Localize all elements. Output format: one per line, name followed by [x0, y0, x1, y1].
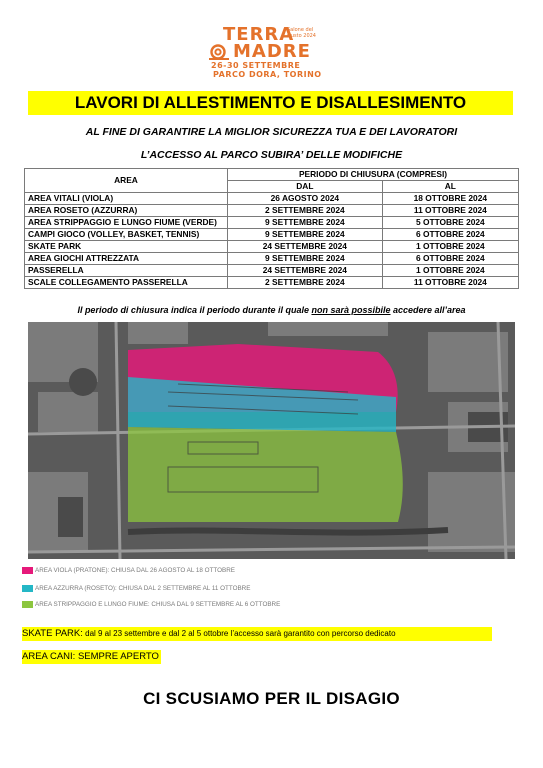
- cell-area: PASSERELLA: [25, 265, 228, 277]
- header-area: AREA: [25, 169, 228, 193]
- cell-to: 1 OTTOBRE 2024: [382, 265, 518, 277]
- table-row: [25, 265, 519, 277]
- logo-dates: 26-30 SETTEMBRE: [211, 61, 301, 70]
- blue-swatch: [22, 585, 33, 592]
- skate-label: SKATE PARK:: [22, 628, 83, 639]
- header-period: PERIODO DI CHIUSURA (COMPRESI): [228, 169, 519, 181]
- cell-from: 2 SETTEMBRE 2024: [228, 277, 383, 289]
- dog-area-note: AREA CANI: SEMPRE APERTO: [22, 651, 159, 662]
- snail-logo-icon: [207, 44, 231, 60]
- table-row: [25, 253, 519, 265]
- aerial-map: [28, 322, 515, 559]
- skate-park-note: [22, 627, 492, 641]
- cell-to: 11 OTTOBRE 2024: [382, 277, 518, 289]
- cell-to: 6 OTTOBRE 2024: [382, 229, 518, 241]
- cell-from: 24 SETTEMBRE 2024: [228, 265, 383, 277]
- closure-table: [24, 168, 519, 289]
- cell-from: 24 SETTEMBRE 2024: [228, 241, 383, 253]
- cell-to: 6 OTTOBRE 2024: [382, 253, 518, 265]
- aerial-map-image: [28, 322, 515, 559]
- legend-item-violet: [22, 566, 235, 575]
- note-before: Il periodo di chiusura indica il periodo durante il quale: [77, 305, 312, 315]
- logo-subtitle: Salone del Gusto 2024: [287, 27, 316, 39]
- green-zone: [128, 427, 403, 522]
- table-row: [25, 193, 519, 205]
- cell-from: 2 SETTEMBRE 2024: [228, 205, 383, 217]
- legend-item-green: [22, 600, 280, 609]
- legend-text: AREA STRIPPAGGIO E LUNGO FIUME: CHIUSA DAL 9 SETTEMBRE AL 6 OTTOBRE: [35, 601, 281, 608]
- cell-to: 11 OTTOBRE 2024: [382, 205, 518, 217]
- table-row: [25, 205, 519, 217]
- table-row: [25, 217, 519, 229]
- closure-period-note: [0, 305, 543, 315]
- note-underlined: non sarà possibile: [311, 305, 391, 315]
- cell-area: CAMPI GIOCO (VOLLEY, BASKET, TENNIS): [25, 229, 228, 241]
- cell-area: SKATE PARK: [25, 241, 228, 253]
- terra-madre-logo: [205, 24, 345, 80]
- logo-place: PARCO DORA, TORINO: [213, 70, 322, 79]
- cell-from: 26 AGOSTO 2024: [228, 193, 383, 205]
- note-after: accedere all’area: [390, 305, 466, 315]
- skate-text: dal 9 al 23 settembre e dal 2 al 5 ottobre l’accesso sarà garantito con percorso dedicato: [82, 629, 396, 638]
- cell-area: AREA ROSETO (AZZURRA): [25, 205, 228, 217]
- legend-text: AREA VIOLA (PRATONE): CHIUSA DAL 26 AGOSTO AL 18 OTTOBRE: [35, 567, 235, 574]
- cell-area: SCALE COLLEGAMENTO PASSERELLA: [25, 277, 228, 289]
- page-title: LAVORI DI ALLESTIMENTO E DISALLESIMENTO: [74, 93, 467, 112]
- table-row: [25, 277, 519, 289]
- logo-line-terra: TERRA: [223, 24, 295, 45]
- header-to: AL: [382, 181, 518, 193]
- table-row: [25, 241, 519, 253]
- table-row: [25, 229, 519, 241]
- cell-from: 9 SETTEMBRE 2024: [228, 229, 383, 241]
- apology-message: CI SCUSIAMO PER IL DISAGIO: [143, 689, 400, 708]
- cell-to: 18 OTTOBRE 2024: [382, 193, 518, 205]
- violet-swatch: [22, 567, 33, 574]
- header-from: DAL: [228, 181, 383, 193]
- legend-item-blue: [22, 584, 250, 593]
- subtitle-access: L’ACCESSO AL PARCO SUBIRA’ DELLE MODIFICHE: [140, 149, 403, 161]
- legend-text: AREA AZZURRA (ROSETO): CHIUSA DAL 2 SETTEMBRE AL 11 OTTOBRE: [35, 585, 251, 592]
- cell-area: AREA STRIPPAGGIO E LUNGO FIUME (VERDE): [25, 217, 228, 229]
- cell-from: 9 SETTEMBRE 2024: [228, 217, 383, 229]
- logo-line-madre: MADRE: [233, 41, 311, 62]
- cell-to: 5 OTTOBRE 2024: [382, 217, 518, 229]
- cell-area: AREA VITALI (VIOLA): [25, 193, 228, 205]
- cell-to: 1 OTTOBRE 2024: [382, 241, 518, 253]
- cell-area: AREA GIOCHI ATTREZZATA: [25, 253, 228, 265]
- subtitle-safety: AL FINE DI GARANTIRE LA MIGLIOR SICUREZZA TUA E DEI LAVORATORI: [85, 126, 458, 138]
- green-swatch: [22, 601, 33, 608]
- cell-from: 9 SETTEMBRE 2024: [228, 253, 383, 265]
